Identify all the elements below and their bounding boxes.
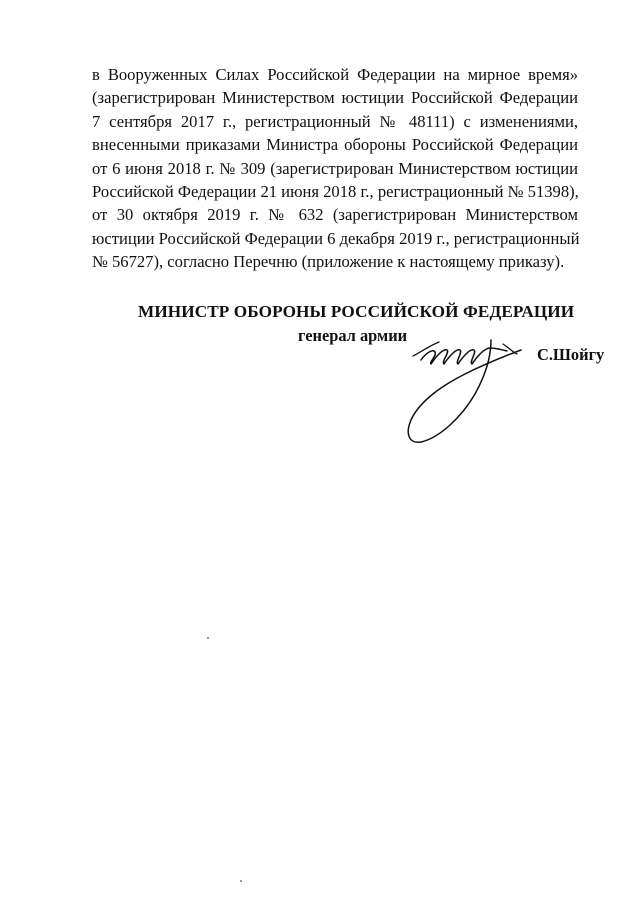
signatory-title: МИНИСТР ОБОРОНЫ РОССИЙСКОЙ ФЕДЕРАЦИИ bbox=[138, 302, 575, 321]
body-line: в Вооруженных Силах Российской Федерации на мирное время» bbox=[92, 65, 578, 84]
body-line: внесенными приказами Министра обороны Российской Федерации bbox=[92, 135, 578, 155]
scan-speck bbox=[207, 637, 209, 639]
body-line: 7 сентября 2017 г., регистрационный № 48111) с изменениями, bbox=[92, 111, 578, 131]
body-line: от 6 июня 2018 г. № 309 (зарегистрирован Министерством юстиции bbox=[92, 158, 578, 178]
body-paragraph bbox=[92, 63, 578, 274]
scan-speck bbox=[240, 880, 242, 882]
body-line: от 30 октября 2019 г. № 632 (зарегистрирован Министерством bbox=[92, 205, 578, 225]
body-line: (зарегистрирован Министерством юстиции Российской Федерации bbox=[92, 88, 578, 108]
signatory-name: С.Шойгу bbox=[537, 345, 605, 364]
body-line: юстиции Российской Федерации 6 декабря 2019 г., регистрационный bbox=[92, 228, 580, 248]
body-line: Российской Федерации 21 июня 2018 г., регистрационный № 51398), bbox=[92, 182, 579, 202]
signatory-rank: генерал армии bbox=[298, 326, 408, 345]
handwritten-signature-icon bbox=[395, 318, 545, 468]
body-line: № 56727), согласно Перечню (приложение к настоящему приказу). bbox=[92, 252, 565, 272]
